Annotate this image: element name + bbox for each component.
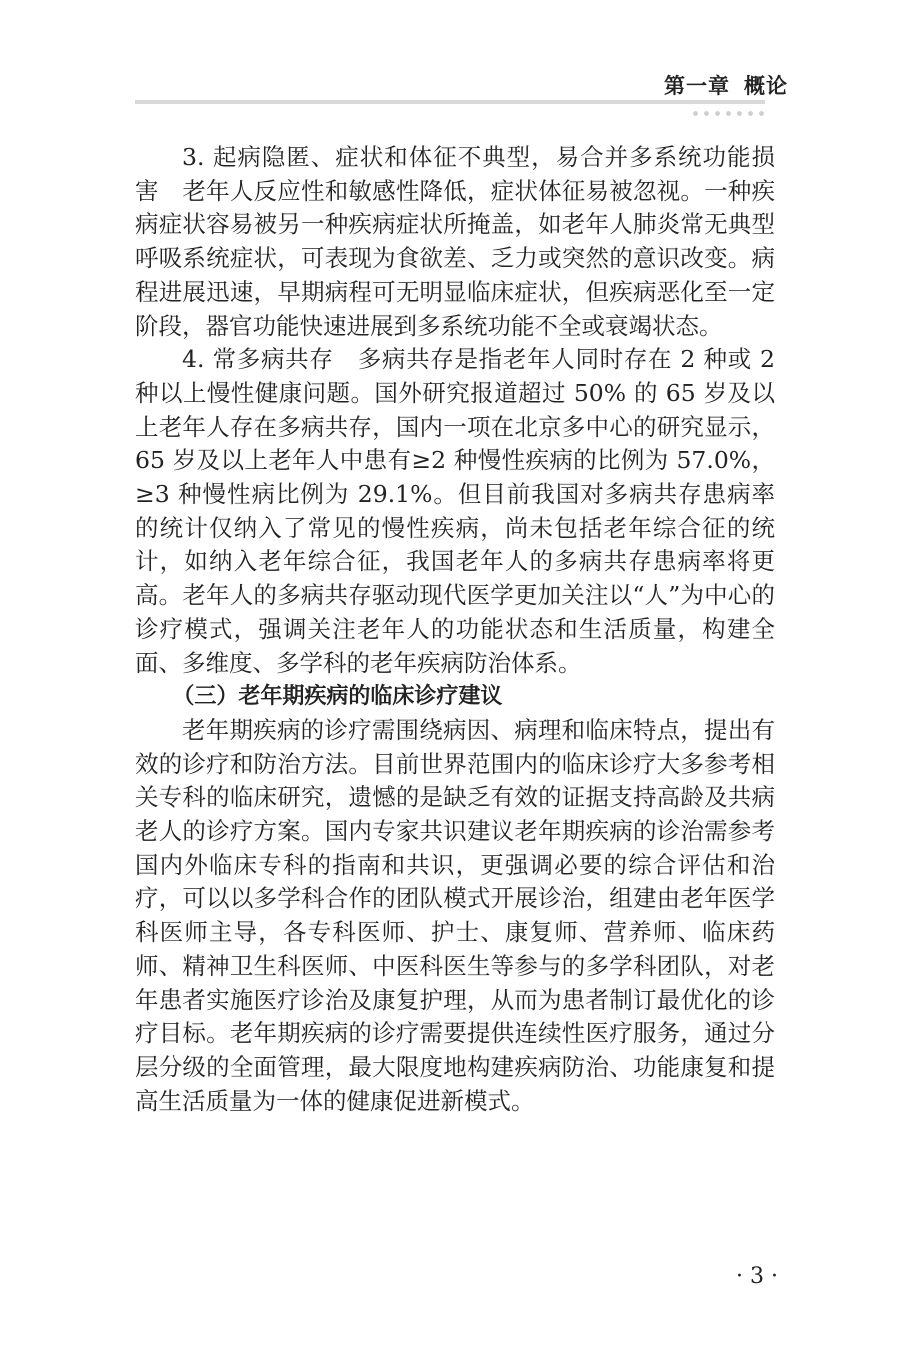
chapter-title: 概论 [744, 74, 788, 98]
page-body [135, 141, 775, 1118]
page-number: · 3 · [736, 1264, 778, 1289]
running-header [664, 70, 788, 100]
paragraph-item-3: 3. 起病隐匿、症状和体征不典型，易合并多系统功能损害 老年人反应性和敏感性降低，症状体征易被忽视。一种疾病症状容易被另一种疾病症状所掩盖，如老年人肺炎常无典型呼吸系统症状，可表现为食欲差、乏力或突然的意识改变。病程进展迅速，早期病程可无明显临床症状，但疾病恶化至一定阶段，器官功能快速进展到多系统功能不全或衰竭状态。 [135, 143, 775, 340]
section-heading: （三）老年期疾病的临床诊疗建议 [172, 684, 503, 710]
header-dot-ornament [690, 111, 770, 116]
header-rule [135, 100, 765, 104]
section-paragraph: 老年期疾病的诊疗需围绕病因、病理和临床特点，提出有效的诊疗和防治方法。目前世界范围内的临床诊疗大多参考相关专科的临床研究，遗憾的是缺乏有效的证据支持高龄及共病老人的诊疗方案。国内专家共识建议老年期疾病的诊治需参考国内外临床专科的指南和共识，更强调必要的综合评估和治疗，可以以多学科合作的团队模式开展诊治，组建由老年医学科医师主导，各专科医师、护士、康复师、营养师、临床药师、精神卫生科医师、中医科医生等参与的多学科团队，对老年患者实施医疗诊治及康复护理，从而为患者制订最优化的诊疗目标。老年期疾病的诊疗需要提供连续性医疗服务，通过分层分级的全面管理，最大限度地构建疾病防治、功能康复和提高生活质量为一体的健康促进新模式。 [135, 715, 775, 1115]
chapter-label: 第一章 [664, 74, 730, 98]
paragraph-item-4: 4. 常多病共存 多病共存是指老年人同时存在 2 种或 2 种以上慢性健康问题。国外研究报道超过 50% 的 65 岁及以上老年人存在多病共存，国内一项在北京多中心的研究显示，65 岁及以上老年人中患有≥2 种慢性疾病的比例为 57.0%，≥3 种慢性病比例为 29.1%。但目前我国对多病共存患病率的统计仅纳入了常见的慢性疾病，尚未包括老年综合征的统计，如纳入老年综合征，我国老年人的多病共存患病率将更高。老年人的多病共存驱动现代医学更加关注以“人”为中心的诊疗模式，强调关注老年人的功能状态和生活质量，构建全面、多维度、多学科的老年疾病防治体系。 [135, 345, 775, 677]
